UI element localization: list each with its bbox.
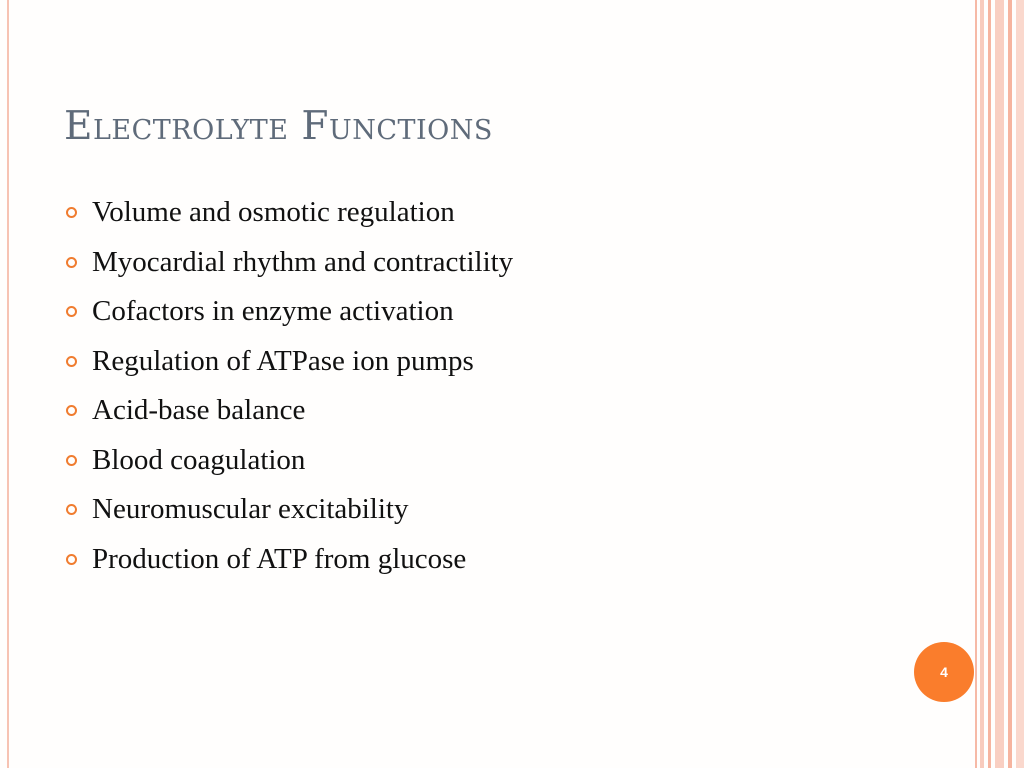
bullet-item <box>66 337 513 387</box>
bullet-text: Blood coagulation <box>92 443 306 476</box>
circle-bullet-icon <box>66 455 77 466</box>
right-border-stripe <box>995 0 1004 768</box>
bullet-item <box>66 188 513 238</box>
bullet-item <box>66 238 513 288</box>
page-number-badge: 4 <box>914 642 974 702</box>
bullet-list <box>66 188 513 584</box>
circle-bullet-icon <box>66 207 77 218</box>
bullet-item <box>66 386 513 436</box>
bullet-item <box>66 436 513 486</box>
bullet-text: Cofactors in enzyme activation <box>92 295 454 328</box>
circle-bullet-icon <box>66 504 77 515</box>
right-border-stripe <box>975 0 977 768</box>
slide-title: Electrolyte Functions <box>64 104 493 149</box>
circle-bullet-icon <box>66 257 77 268</box>
right-border-stripe <box>988 0 991 768</box>
bullet-item <box>66 485 513 535</box>
bullet-text: Regulation of ATPase ion pumps <box>92 344 474 377</box>
circle-bullet-icon <box>66 405 77 416</box>
bullet-text: Production of ATP from glucose <box>92 542 467 575</box>
bullet-item <box>66 287 513 337</box>
bullet-text: Neuromuscular excitability <box>92 493 409 526</box>
circle-bullet-icon <box>66 306 77 317</box>
right-border-stripe <box>1008 0 1012 768</box>
right-border-stripe <box>980 0 984 768</box>
left-border <box>7 0 9 768</box>
circle-bullet-icon <box>66 356 77 367</box>
bullet-text: Myocardial rhythm and contractility <box>92 245 514 278</box>
right-border-stripe <box>1016 0 1024 768</box>
bullet-text: Volume and osmotic regulation <box>92 196 455 229</box>
bullet-text: Acid-base balance <box>92 394 306 427</box>
bullet-item <box>66 535 513 585</box>
circle-bullet-icon <box>66 554 77 565</box>
